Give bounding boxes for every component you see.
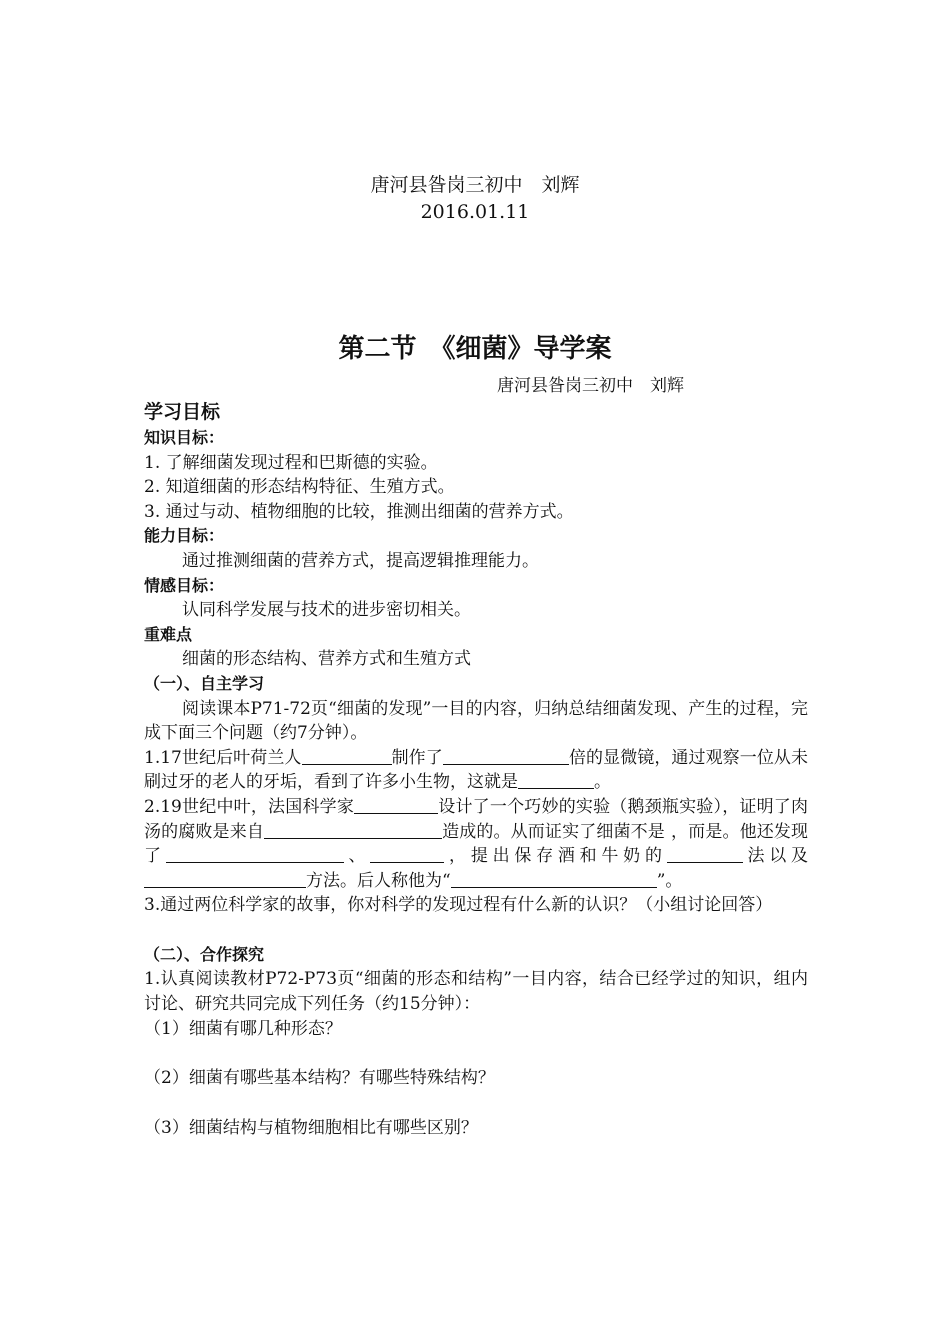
answer-blank[interactable] [518, 771, 594, 789]
question-2 [144, 795, 808, 893]
cooperation-heading: （二）、合作探究 [144, 944, 265, 964]
question-2-text: 2.19世纪中叶，法国科学家 [144, 796, 355, 817]
question-1-text: 。 [594, 772, 611, 793]
emotion-goals-label: 情感目标： [144, 575, 225, 595]
answer-blank[interactable] [370, 845, 444, 863]
question-1 [144, 746, 808, 795]
spacer [144, 1091, 808, 1116]
question-2-text: ，提出保存酒和牛奶的 [444, 846, 667, 867]
ability-goals-label: 能力目标： [144, 526, 225, 546]
question-2-text: 造成的。从而证实了细菌不是 [441, 821, 665, 842]
question-3: 3.通过两位科学家的故事，你对科学的发现过程有什么新的认识？（小组讨论回答） [144, 895, 773, 916]
cooperation-item: （1）细菌有哪几种形态？ [144, 1018, 342, 1039]
cooperation-item: （2）细菌有哪些基本结构？有哪些特殊结构？ [144, 1068, 495, 1089]
answer-blank[interactable] [302, 747, 392, 765]
key-points-text: 细菌的形态结构、营养方式和生殖方式 [182, 649, 471, 670]
key-points-label: 重难点 [144, 624, 193, 644]
question-1-text: 1.17世纪后叶荷兰人 [144, 747, 302, 768]
cover-date: 2016.01.11 [420, 201, 530, 223]
self-study-intro: 阅读课本P71-72页“细菌的发现”一目的内容，归纳总结细菌发现、产生的过程，完成下面三个问题（约7分钟）。 [144, 698, 808, 744]
author-line: 唐河县昝岗三初中 刘辉 [497, 376, 684, 396]
cooperation-item: （3）细菌结构与植物细胞相比有哪些区别？ [144, 1117, 478, 1138]
answer-blank[interactable] [451, 870, 657, 888]
question-2-text: 设计了一个巧妙的实验（鹅颈瓶实验），证明了肉汤的腐败是来自 [144, 796, 809, 842]
question-2-text: ”。 [656, 870, 683, 891]
cover-school: 唐河县昝岗三初中 刘辉 [370, 174, 580, 196]
answer-blank[interactable] [443, 747, 569, 765]
ability-goals-text: 通过推测细菌的营养方式，提高逻辑推理能力。 [182, 550, 539, 571]
knowledge-item: 3. 通过与动、植物细胞的比较，推测出细菌的营养方式。 [144, 501, 574, 522]
self-study-heading: （一）、自主学习 [144, 673, 265, 693]
emotion-goals-text: 认同科学发展与技术的进步密切相关。 [182, 600, 471, 621]
answer-blank[interactable] [667, 845, 743, 863]
question-1-text: 倍的显微镜，通过观察一位从未刷过牙的老人的牙垢，看到了许多小生物，这就是 [144, 747, 809, 793]
cooperation-intro: 1.认真阅读教材P72-P73页“细菌的形态和结构”一目内容，结合已经学过的知识，组内讨论、研究共同完成下列任务（约15分钟）： [144, 969, 808, 1015]
question-2-text: ，而是 [670, 821, 723, 842]
cover-block [0, 172, 950, 226]
question-1-text: 制作了 [391, 747, 443, 768]
goals-heading: 学习目标 [144, 401, 221, 423]
knowledge-item: 2. 知道细菌的形态结构特征、生殖方式。 [144, 477, 455, 498]
answer-blank[interactable] [144, 870, 306, 888]
knowledge-item: 1. 了解细菌发现过程和巴斯德的实验。 [144, 452, 438, 473]
question-2-text: 方法。后人称他为“ [306, 870, 451, 891]
question-2-text: 法以及 [742, 846, 809, 867]
question-2-text: 。他还发现了 [144, 821, 809, 867]
question-2-text: 、 [343, 846, 371, 867]
content-body [144, 398, 808, 1140]
knowledge-goals-label: 知识目标： [144, 428, 225, 447]
answer-blank[interactable] [264, 821, 442, 839]
page-title: 第二节 《细菌》导学案 [338, 334, 612, 364]
answer-blank[interactable] [166, 845, 344, 863]
spacer [144, 1041, 808, 1066]
spacer [144, 918, 808, 943]
answer-blank[interactable] [354, 796, 438, 814]
